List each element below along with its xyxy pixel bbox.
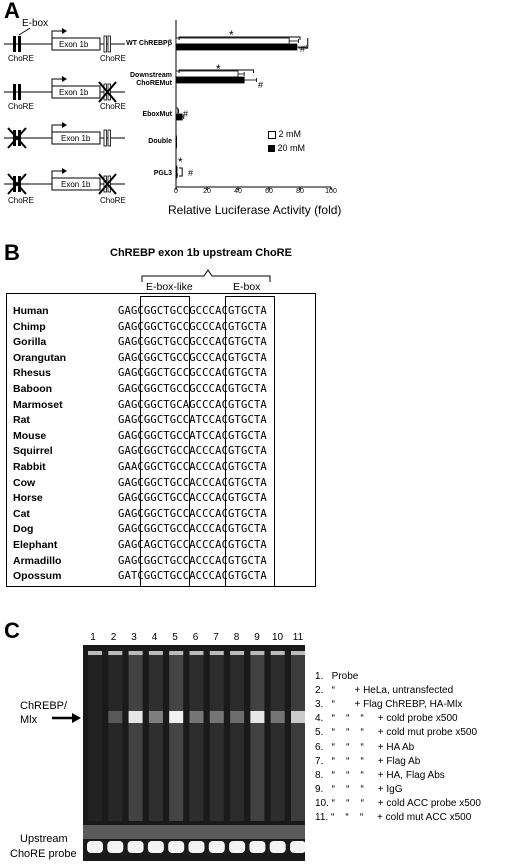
lane-description: 8. “ “ “ + HA, Flag Abs <box>315 769 445 781</box>
sequence-segment: CTA <box>247 492 267 505</box>
free-probe-band <box>209 841 225 853</box>
sequence-segment: CCGCC <box>176 336 209 349</box>
lane-description: 5. “ “ “ + cold mut probe x500 <box>315 727 478 739</box>
sequence-segment: GAA <box>118 461 138 473</box>
sequence-row <box>118 336 267 348</box>
gel-well <box>129 651 143 655</box>
alignment-bracket <box>0 0 520 300</box>
sequence-segment: GAG <box>118 305 138 317</box>
gel-well <box>250 651 264 655</box>
complex-band <box>250 711 264 723</box>
sequence-segment: GAG <box>118 476 138 489</box>
x-tick-60: 60 <box>265 188 273 195</box>
lane-description: 2. “ + HeLa, untransfected <box>315 685 454 697</box>
gel-well <box>149 651 163 655</box>
bar-label-eboxmut: EboxMut <box>142 111 172 118</box>
sequence-segment: GAG <box>118 383 138 395</box>
sequence-row <box>118 570 267 582</box>
gel-well <box>190 651 204 655</box>
ebox-label: E-box <box>22 18 49 29</box>
lane-number: 8 <box>233 632 240 643</box>
sequence-segment: CGGCTG <box>137 367 177 380</box>
sequence-segment: CGGCTG <box>137 523 177 536</box>
sequence-segment: CACGTG <box>208 367 248 380</box>
x-tick-80: 80 <box>296 188 304 195</box>
sequence-segment: CTA <box>247 570 267 583</box>
sequence-segment: CCACC <box>176 476 209 489</box>
species-name: Marmoset <box>13 398 63 411</box>
sequence-segment: CTA <box>247 507 267 520</box>
complex-band <box>108 711 122 723</box>
sequence-row <box>118 414 267 426</box>
sequence-segment: CACGTG <box>208 429 248 442</box>
sig-star-wt: * <box>229 28 234 42</box>
free-probe-band <box>189 841 205 853</box>
sequence-segment: CTA <box>247 445 267 458</box>
probe-label-line1: Upstream <box>20 833 68 845</box>
sequence-segment: CACGTG <box>208 492 248 505</box>
exon-label-3: Exon 1b <box>61 134 91 143</box>
free-probe-band <box>168 841 184 853</box>
sequence-segment: CGGCTG <box>137 554 177 567</box>
free-probe-band <box>229 841 245 853</box>
lane-description: 3. “ + Flag ChREBP, HA-Mlx <box>315 699 463 711</box>
band-label-line1: ChREBP/ <box>20 700 68 712</box>
gel-well <box>88 651 102 655</box>
sequence-segment: CTA <box>247 351 267 364</box>
species-name: Gorilla <box>13 336 47 349</box>
ebox-header: E-box <box>233 281 261 293</box>
complex-band <box>210 711 224 723</box>
exon-label-4: Exon 1b <box>61 180 91 189</box>
sequence-segment: CTA <box>247 461 267 473</box>
sequence-row <box>118 430 267 442</box>
sequence-segment: CCGCC <box>176 305 209 317</box>
sequence-segment: CCACC <box>176 539 209 551</box>
gel-lane <box>230 651 244 821</box>
species-name: Elephant <box>13 539 58 551</box>
sequence-segment: GAG <box>118 320 138 333</box>
species-name: Rabbit <box>13 461 46 473</box>
sequence-segment: GAG <box>118 336 138 349</box>
sequence-segment: CGGCTG <box>137 476 177 489</box>
sequence-segment: CGGCTG <box>137 305 177 317</box>
sequence-row <box>118 367 267 379</box>
sequence-segment: CGGCTG <box>137 351 177 364</box>
sequence-segment: CACGTG <box>208 383 248 395</box>
free-probe-band <box>148 841 164 853</box>
sequence-row <box>118 523 267 535</box>
species-name: Cow <box>13 476 36 489</box>
lane-description: 11. “ “ “ + cold mut ACC x500 <box>315 812 472 823</box>
lane-number: 5 <box>172 632 178 643</box>
sequence-segment: GAG <box>118 554 138 567</box>
sequence-segment: GAG <box>118 492 138 505</box>
x-tick-100: 100 <box>325 188 337 195</box>
sequence-segment: CTA <box>247 523 267 536</box>
species-name: Rat <box>13 414 30 427</box>
gel-lane <box>210 651 224 821</box>
probe-label-line2: ChoRE probe <box>10 848 77 860</box>
gel-lane <box>271 651 285 821</box>
lane-number: 10 <box>271 632 284 643</box>
exon-label-2: Exon 1b <box>59 88 89 97</box>
chore-label-2b: ChoRE <box>100 102 126 111</box>
species-name: Cat <box>13 507 30 520</box>
species-name: Opossum <box>13 570 62 583</box>
bar-label-wt: WT ChREBPβ <box>126 40 172 47</box>
band-arrow-icon <box>52 713 82 723</box>
sequence-segment: CACGTG <box>208 570 248 583</box>
legend-text-20mm: 20 mM <box>277 143 306 153</box>
species-name: Horse <box>13 492 43 505</box>
sequence-row <box>118 445 267 457</box>
sequence-segment: CTA <box>247 398 267 411</box>
sequence-segment: CGGCTG <box>137 414 177 427</box>
chore-label-4a: ChoRE <box>8 196 34 205</box>
sig-hash-eboxmut: # <box>183 109 189 119</box>
sequence-segment: CGGCTG <box>137 461 177 473</box>
emsa-gel-image <box>83 645 305 861</box>
sequence-segment: CTA <box>247 414 267 427</box>
sequence-segment: CTA <box>247 539 267 551</box>
complex-band <box>291 711 305 723</box>
sequence-segment: CCGCC <box>176 383 209 395</box>
chore-label-1a: ChoRE <box>8 54 34 63</box>
sequence-row <box>118 305 267 317</box>
exon-label-1: Exon 1b <box>59 40 89 49</box>
lane-number: 4 <box>151 632 158 643</box>
sequence-segment: CCACC <box>176 570 209 583</box>
complex-band <box>230 711 244 723</box>
x-tick-20: 20 <box>203 188 211 195</box>
lane-description: 7. “ “ “ + Flag Ab <box>315 755 421 767</box>
gel-lane <box>291 651 305 821</box>
sequence-row <box>118 477 267 489</box>
sequence-segment: CCGCC <box>176 320 209 333</box>
lane-number: 3 <box>131 632 137 643</box>
gel-lane <box>129 651 143 821</box>
sequence-segment: CACGTG <box>208 336 248 349</box>
gel-well <box>210 651 224 655</box>
sequence-segment: CGGCTG <box>137 445 177 458</box>
sequence-segment: CTA <box>247 554 267 567</box>
gel-lane <box>149 651 163 821</box>
sequence-segment: GAG <box>118 367 138 380</box>
species-name: Dog <box>13 523 34 536</box>
sequence-row <box>118 321 267 333</box>
sequence-segment: CTA <box>247 476 267 489</box>
panel-a-label: A <box>4 0 20 23</box>
sequence-segment: GAG <box>118 507 138 520</box>
sequence-segment: CACGTG <box>208 351 248 364</box>
sequence-segment: GAG <box>118 539 138 551</box>
sequence-segment: GAG <box>118 351 138 364</box>
complex-band <box>169 711 183 723</box>
x-tick-40: 40 <box>234 188 242 195</box>
sequence-segment: GAG <box>118 398 138 411</box>
x-axis-title: Relative Luciferase Activity (fold) <box>168 203 342 217</box>
sequence-segment: CACGTG <box>208 539 248 551</box>
sequence-row <box>118 555 267 567</box>
sequence-segment: CTA <box>247 367 267 380</box>
gel-lane <box>190 651 204 821</box>
sequence-segment: CAGCC <box>176 398 209 411</box>
sequence-segment: CTA <box>247 320 267 333</box>
sequence-segment: CACGTG <box>208 461 248 473</box>
free-probe-band <box>87 841 103 853</box>
sequence-row <box>118 399 267 411</box>
sig-hash-wt: # <box>300 44 306 54</box>
sequence-segment: CCACC <box>176 523 209 536</box>
sequence-segment: CGGCTG <box>137 336 177 349</box>
sequence-segment: CACGTG <box>208 523 248 536</box>
legend-text-2mm: 2 mM <box>278 129 302 139</box>
panel-b-label: B <box>4 240 20 265</box>
sequence-row <box>118 352 267 364</box>
sequence-segment: CACGTG <box>208 476 248 489</box>
sequence-segment: CGGCTG <box>137 507 177 520</box>
lane-number: 9 <box>254 632 260 643</box>
sequence-segment: CCACC <box>176 461 209 473</box>
chore-label-1b: ChoRE <box>100 54 126 63</box>
lane-description: 1. Probe <box>315 671 359 682</box>
bar-label-pgl3: PGL3 <box>153 170 172 177</box>
sequence-segment: CTA <box>247 305 267 317</box>
complex-band <box>190 711 204 723</box>
sequence-segment: GAG <box>118 523 138 536</box>
species-name: Orangutan <box>13 351 67 364</box>
sequence-segment: CTA <box>247 383 267 395</box>
sequence-segment: CGGCTG <box>137 570 177 583</box>
sequence-segment: CACGTG <box>208 507 248 520</box>
sequence-segment: CGGCTG <box>137 383 177 395</box>
species-name: Baboon <box>13 383 53 395</box>
species-name: Mouse <box>13 429 47 442</box>
species-name: Squirrel <box>13 445 53 458</box>
bar-label-double: Double <box>148 138 172 145</box>
ebox-like-header: E-box-like <box>146 281 193 293</box>
gel-haze <box>83 825 305 839</box>
gel-well <box>108 651 122 655</box>
gel-lane <box>88 651 102 821</box>
complex-band <box>271 711 285 723</box>
sequence-row <box>118 461 267 473</box>
lane-number: 1 <box>90 632 96 643</box>
lane-number: 7 <box>213 632 219 643</box>
lane-description: 10. “ “ “ + cold ACC probe x500 <box>315 797 481 809</box>
lane-description: 6. “ “ “ + HA Ab <box>315 741 415 753</box>
band-label-line2: Mlx <box>20 714 38 726</box>
sequence-segment: CACGTG <box>208 414 248 427</box>
sequence-segment: GAG <box>118 445 138 458</box>
sequence-segment: CGGCTG <box>137 320 177 333</box>
sig-star-downstream: * <box>216 62 221 76</box>
sig-hash-downstream: # <box>258 80 264 90</box>
sequence-segment: CCACC <box>176 554 209 567</box>
lane-description: 4. “ “ “ + cold probe x500 <box>315 713 458 725</box>
lane-number: 6 <box>192 632 199 643</box>
free-probe-band <box>128 841 144 853</box>
species-name: Rhesus <box>13 367 51 380</box>
sequence-segment: CCACC <box>176 492 209 505</box>
sequence-row <box>118 492 267 504</box>
sequence-segment: CCGCC <box>176 351 209 364</box>
sequence-segment: CCGCC <box>176 367 209 380</box>
sequence-row <box>118 508 267 520</box>
sequence-segment: CACGTG <box>208 445 248 458</box>
sig-hash-pgl3: # <box>188 168 194 178</box>
chore-label-4b: ChoRE <box>100 196 126 205</box>
sequence-segment: CACGTG <box>208 305 248 317</box>
bar-label-downstream-text: Downstream ChoREMut <box>129 72 172 87</box>
lane-description: 9. “ “ “ + IgG <box>315 783 403 795</box>
sequence-segment: CCATC <box>176 429 209 442</box>
free-probe-band <box>270 841 286 853</box>
gel-lane <box>250 651 264 821</box>
sequence-segment: CGGCTG <box>137 398 177 411</box>
sequence-segment: CGGCTG <box>137 429 177 442</box>
chore-label-2a: ChoRE <box>8 102 34 111</box>
sequence-segment: GAT <box>118 570 138 583</box>
sequence-segment: CTA <box>247 429 267 442</box>
sig-star-pgl3: * <box>178 155 183 169</box>
sequence-segment: CCACC <box>176 507 209 520</box>
sequence-segment: CAGCTG <box>137 539 177 551</box>
sequence-segment: CTA <box>247 336 267 349</box>
gel-well <box>169 651 183 655</box>
lane-number: 2 <box>110 632 117 643</box>
alignment-title: ChREBP exon 1b upstream ChoRE <box>110 247 292 259</box>
gel-well <box>291 651 305 655</box>
sequence-row <box>118 539 267 551</box>
complex-band <box>129 711 143 723</box>
free-probe-band <box>290 841 305 853</box>
sequence-segment: CACGTG <box>208 320 248 333</box>
sequence-row <box>118 383 267 395</box>
x-tick-0: 0 <box>174 188 178 195</box>
panel-c-label: C <box>4 618 20 643</box>
gel-well <box>230 651 244 655</box>
gel-lane <box>108 651 122 821</box>
free-probe-band <box>107 841 123 853</box>
species-name: Chimp <box>13 320 46 333</box>
sequence-segment: CACGTG <box>208 398 248 411</box>
free-probe-band <box>249 841 265 853</box>
species-name: Armadillo <box>13 554 62 567</box>
sequence-segment: CGGCTG <box>137 492 177 505</box>
sequence-segment: CCATC <box>176 414 209 427</box>
gel-well <box>271 651 285 655</box>
lane-number: 11 <box>292 632 304 643</box>
sequence-segment: GAG <box>118 414 138 427</box>
sequence-segment: GAG <box>118 429 138 442</box>
gel-lane <box>169 651 183 821</box>
complex-band <box>149 711 163 723</box>
sequence-segment: CCACC <box>176 445 209 458</box>
species-name: Human <box>13 305 49 317</box>
sequence-segment: CACGTG <box>208 554 248 567</box>
